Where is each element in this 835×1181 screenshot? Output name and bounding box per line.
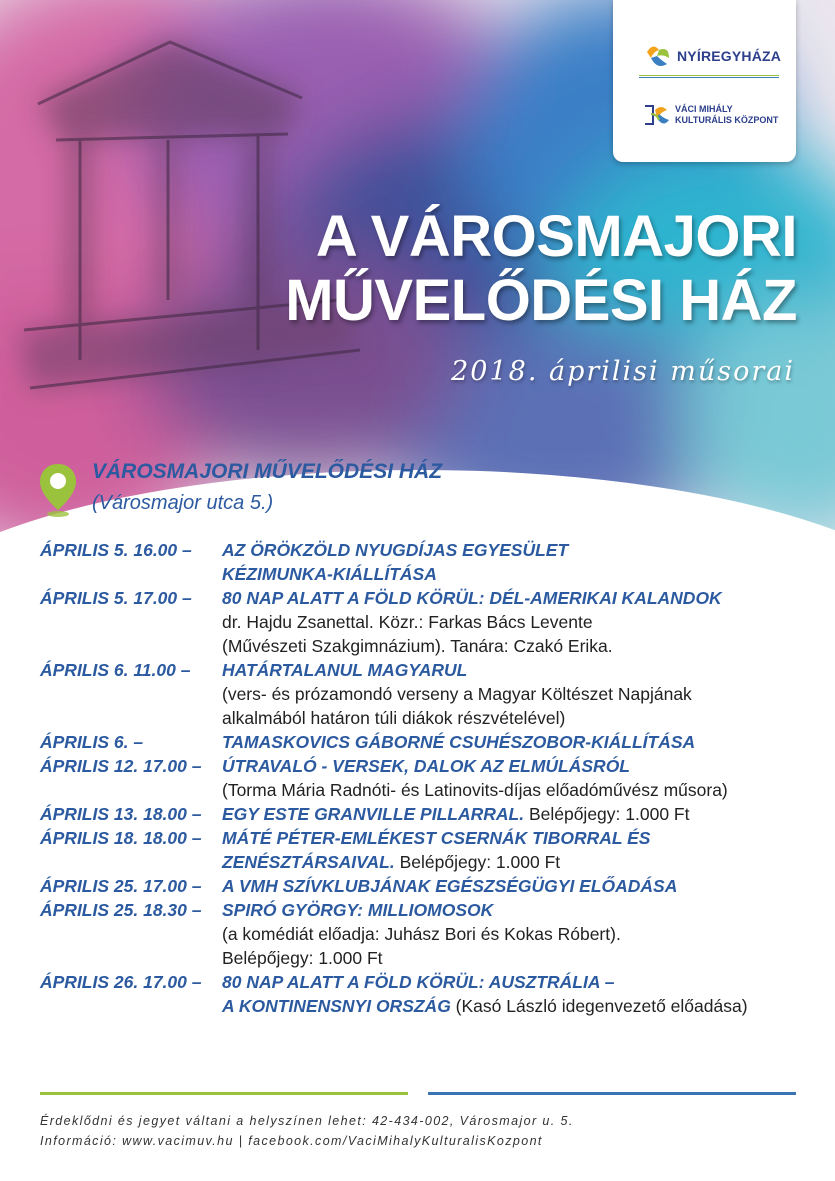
program-item xyxy=(40,658,810,730)
program-line xyxy=(222,994,810,1018)
program-title: KÉZIMUNKA-KIÁLLÍTÁSA xyxy=(222,564,437,584)
program-title: MÁTÉ PÉTER-EMLÉKEST CSERNÁK TIBORRAL ÉS xyxy=(222,828,651,848)
program-item xyxy=(40,826,810,874)
program-line xyxy=(222,634,810,658)
program-line xyxy=(222,850,810,874)
title-line2: MŰVELŐDÉSI HÁZ xyxy=(285,268,797,333)
program-title: A VMH SZÍVKLUBJÁNAK EGÉSZSÉGÜGYI ELŐADÁSA xyxy=(222,876,678,896)
center-logo-line1: VÁCI MIHÁLY xyxy=(675,104,733,114)
program-list xyxy=(40,538,810,1018)
logo-card xyxy=(613,0,796,162)
program-date: ÁPRILIS 18. 18.00 – xyxy=(40,828,202,848)
program-title: AZ ÖRÖKZÖLD NYUGDÍJAS EGYESÜLET xyxy=(222,540,569,560)
program-title: 80 NAP ALATT A FÖLD KÖRÜL: AUSZTRÁLIA – xyxy=(222,972,615,992)
program-description: Belépőjegy: 1.000 Ft xyxy=(222,948,383,968)
vmkk-logo xyxy=(635,96,785,136)
center-logo-text xyxy=(675,104,778,126)
title-line1: A VÁROSMAJORI xyxy=(315,204,797,269)
page-subtitle: 2018. áprilisi műsorai xyxy=(451,356,795,387)
program-date: ÁPRILIS 26. 17.00 – xyxy=(40,972,202,992)
footer-divider-blue xyxy=(428,1092,796,1095)
program-date: ÁPRILIS 25. 18.30 – xyxy=(40,900,202,920)
program-date: ÁPRILIS 5. 17.00 – xyxy=(40,588,192,608)
program-description: (Kasó László idegenvezető előadása) xyxy=(450,996,748,1016)
footer xyxy=(40,1111,574,1151)
program-title: HATÁRTALANUL MAGYARUL xyxy=(222,660,468,680)
footer-contact: Érdeklődni és jegyet váltani a helyszínen lehet: 42-434-002, Városmajor u. 5. xyxy=(40,1114,574,1128)
footer-divider-green xyxy=(40,1092,408,1095)
vmkk-emblem-icon xyxy=(641,100,671,130)
program-description: Belépőjegy: 1.000 Ft xyxy=(524,804,690,824)
program-title: 80 NAP ALATT A FÖLD KÖRÜL: DÉL-AMERIKAI KALANDOK xyxy=(222,588,722,608)
program-line xyxy=(222,802,810,826)
logo-divider-green xyxy=(639,75,779,76)
program-description: (Művészeti Szakgimnázium). Tanára: Czakó Erika. xyxy=(222,636,613,656)
program-line xyxy=(222,946,810,970)
venue-name: VÁROSMAJORI MŰVELŐDÉSI HÁZ xyxy=(92,460,443,483)
program-line xyxy=(222,682,810,706)
location-pin-icon xyxy=(38,462,78,518)
program-item xyxy=(40,802,810,826)
program-line xyxy=(222,922,810,946)
program-line xyxy=(222,754,810,778)
program-date: ÁPRILIS 25. 17.00 – xyxy=(40,876,202,896)
page-title xyxy=(285,205,797,333)
program-line xyxy=(222,730,810,754)
program-item xyxy=(40,586,810,658)
center-logo-line2: KULTURÁLIS KÖZPONT xyxy=(675,115,779,125)
program-item xyxy=(40,970,810,1018)
program-item xyxy=(40,754,810,802)
program-line xyxy=(222,610,810,634)
program-item xyxy=(40,538,810,586)
program-title: ÚTRAVALÓ - VERSEK, DALOK AZ ELMÚLÁSRÓL xyxy=(222,756,630,776)
program-item xyxy=(40,730,810,754)
program-date: ÁPRILIS 12. 17.00 – xyxy=(40,756,202,776)
program-item xyxy=(40,898,810,970)
logo-divider-blue xyxy=(639,77,779,78)
program-description: Belépőjegy: 1.000 Ft xyxy=(394,852,561,872)
program-line xyxy=(222,778,810,802)
program-date: ÁPRILIS 5. 16.00 – xyxy=(40,540,192,560)
program-line xyxy=(222,586,810,610)
program-date: ÁPRILIS 6. 11.00 – xyxy=(40,660,191,680)
program-line xyxy=(222,874,810,898)
program-title: EGY ESTE GRANVILLE PILLARRAL. xyxy=(222,804,525,824)
program-description: (vers- és prózamondó verseny a Magyar Költészet Napjának xyxy=(222,684,692,704)
footer-info: Információ: www.vacimuv.hu | facebook.com/VaciMihalyKulturalisKozpont xyxy=(40,1134,543,1148)
program-description: (a komédiát előadja: Juhász Bori és Kokas Róbert). xyxy=(222,924,621,944)
program-date: ÁPRILIS 6. – xyxy=(40,732,144,752)
nyiregyhaza-logo xyxy=(635,40,785,74)
program-title: A KONTINENSNYI ORSZÁG xyxy=(222,996,451,1016)
program-line xyxy=(222,562,810,586)
program-line xyxy=(222,658,810,682)
venue-address: (Városmajor utca 5.) xyxy=(92,492,274,514)
program-line xyxy=(222,898,810,922)
program-item xyxy=(40,874,810,898)
program-title: SPIRÓ GYÖRGY: MILLIOMOSOK xyxy=(222,900,494,920)
program-title: TAMASKOVICS GÁBORNÉ CSUHÉSZOBOR-KIÁLLÍTÁSA xyxy=(222,732,696,752)
program-line xyxy=(222,538,810,562)
program-line xyxy=(222,706,810,730)
program-date: ÁPRILIS 13. 18.00 – xyxy=(40,804,202,824)
nyiregyhaza-emblem-icon xyxy=(643,42,673,72)
program-line xyxy=(222,826,810,850)
program-line xyxy=(222,970,810,994)
city-logo-text: NYÍREGYHÁZA xyxy=(677,48,782,64)
program-description: (Torma Mária Radnóti- és Latinovits-díjas előadóművész műsora) xyxy=(222,780,728,800)
program-description: alkalmából határon túli diákok részvételével) xyxy=(222,708,566,728)
program-description: dr. Hajdu Zsanettal. Közr.: Farkas Bács Levente xyxy=(222,612,593,632)
program-title: ZENÉSZTÁRSAIVAL. xyxy=(222,852,395,872)
